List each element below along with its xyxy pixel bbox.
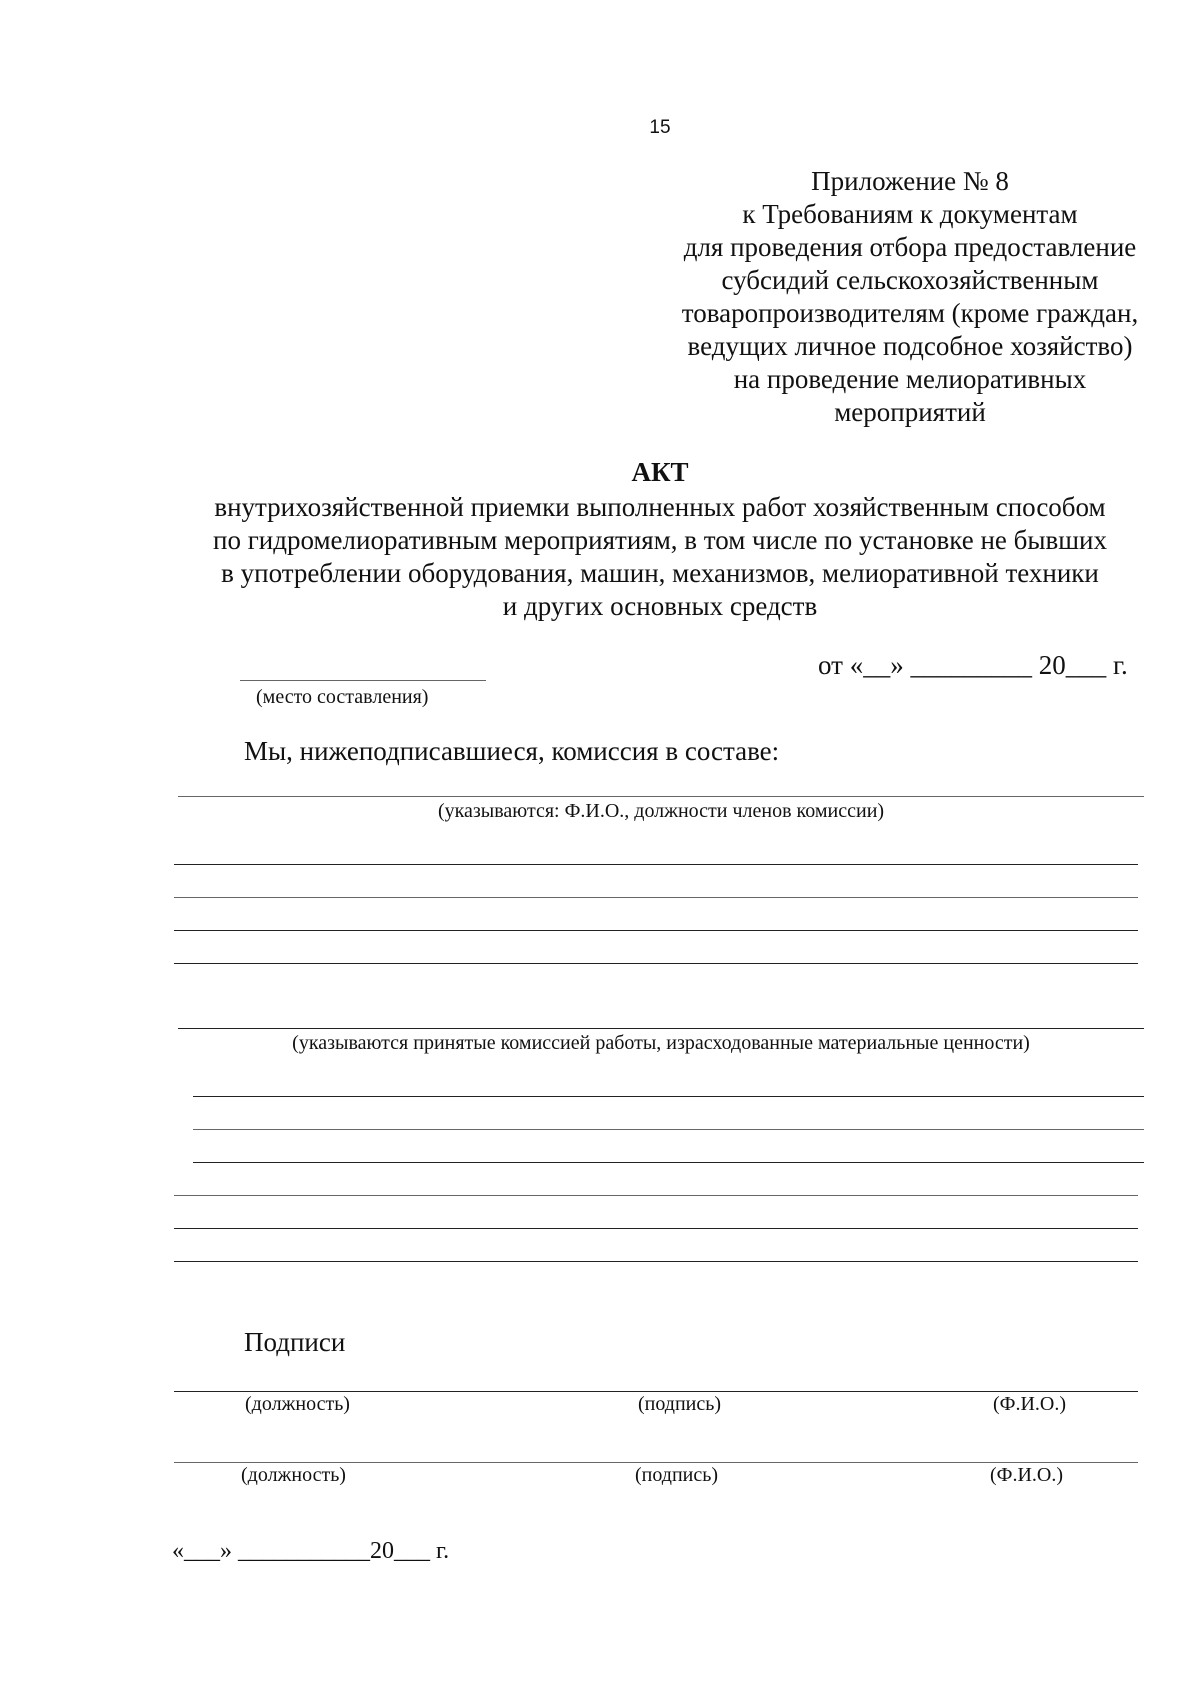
subtitle-line: внутрихозяйственной приемки выполненных работ хозяйственным способом xyxy=(214,492,1106,522)
appendix-line: мероприятий xyxy=(834,397,986,427)
appendix-line: товаропроизводителям (кроме граждан, xyxy=(681,298,1139,328)
signature-position-caption: (должность) xyxy=(245,1393,350,1415)
commission-caption: (указываются: Ф.И.О., должности членов комиссии) xyxy=(437,800,885,822)
appendix-line: ведущих личное подсобное хозяйство) xyxy=(687,331,1133,361)
commission-line[interactable] xyxy=(174,864,1138,865)
commission-intro: Мы, нижеподписавшиеся, комиссия в составе: xyxy=(244,736,780,766)
commission-line[interactable] xyxy=(174,897,1138,898)
subtitle-line: по гидромелиоративным мероприятиям, в том числе по установке не бывших xyxy=(213,525,1107,555)
signature-position-caption: (должность) xyxy=(241,1464,346,1486)
subtitle-line: и других основных средств xyxy=(502,591,818,621)
signature-sign-caption: (подпись) xyxy=(638,1393,722,1415)
date-top[interactable]: от «__» _________ 20___ г. xyxy=(818,650,1128,680)
appendix-block xyxy=(655,165,1165,429)
appendix-line: на проведение мелиоративных xyxy=(733,364,1087,394)
document-subtitle xyxy=(150,491,1170,623)
works-field-line[interactable] xyxy=(178,1028,1144,1029)
signature-line[interactable] xyxy=(174,1462,1138,1463)
works-line[interactable] xyxy=(174,1228,1138,1229)
works-line[interactable] xyxy=(193,1129,1144,1130)
signature-name-caption: (Ф.И.О.) xyxy=(990,1464,1064,1486)
page-number: 15 xyxy=(649,117,671,138)
works-line[interactable] xyxy=(174,1195,1138,1196)
signature-name-caption: (Ф.И.О.) xyxy=(993,1393,1067,1415)
commission-line[interactable] xyxy=(174,963,1138,964)
appendix-line: Приложение № 8 xyxy=(811,166,1009,196)
place-field-line[interactable] xyxy=(240,680,486,681)
signature-sign-caption: (подпись) xyxy=(635,1464,719,1486)
works-caption: (указываются принятые комиссией работы, израсходованные материальные ценности) xyxy=(292,1032,1030,1054)
place-caption: (место составления) xyxy=(256,686,429,708)
subtitle-line: в употреблении оборудования, машин, механизмов, мелиоративной техники xyxy=(221,558,1099,588)
signatures-heading: Подписи xyxy=(244,1327,346,1357)
document-title: АКТ xyxy=(631,457,689,487)
date-bottom[interactable]: «___» ___________20___ г. xyxy=(172,1538,450,1564)
works-line[interactable] xyxy=(193,1162,1144,1163)
works-line[interactable] xyxy=(193,1096,1144,1097)
works-line[interactable] xyxy=(174,1261,1138,1262)
commission-field-line[interactable] xyxy=(178,796,1144,797)
appendix-line: для проведения отбора предоставление xyxy=(683,232,1137,262)
signature-line[interactable] xyxy=(174,1391,1138,1392)
appendix-line: к Требованиям к документам xyxy=(742,199,1078,229)
appendix-line: субсидий сельскохозяйственным xyxy=(721,265,1099,295)
commission-line[interactable] xyxy=(174,930,1138,931)
